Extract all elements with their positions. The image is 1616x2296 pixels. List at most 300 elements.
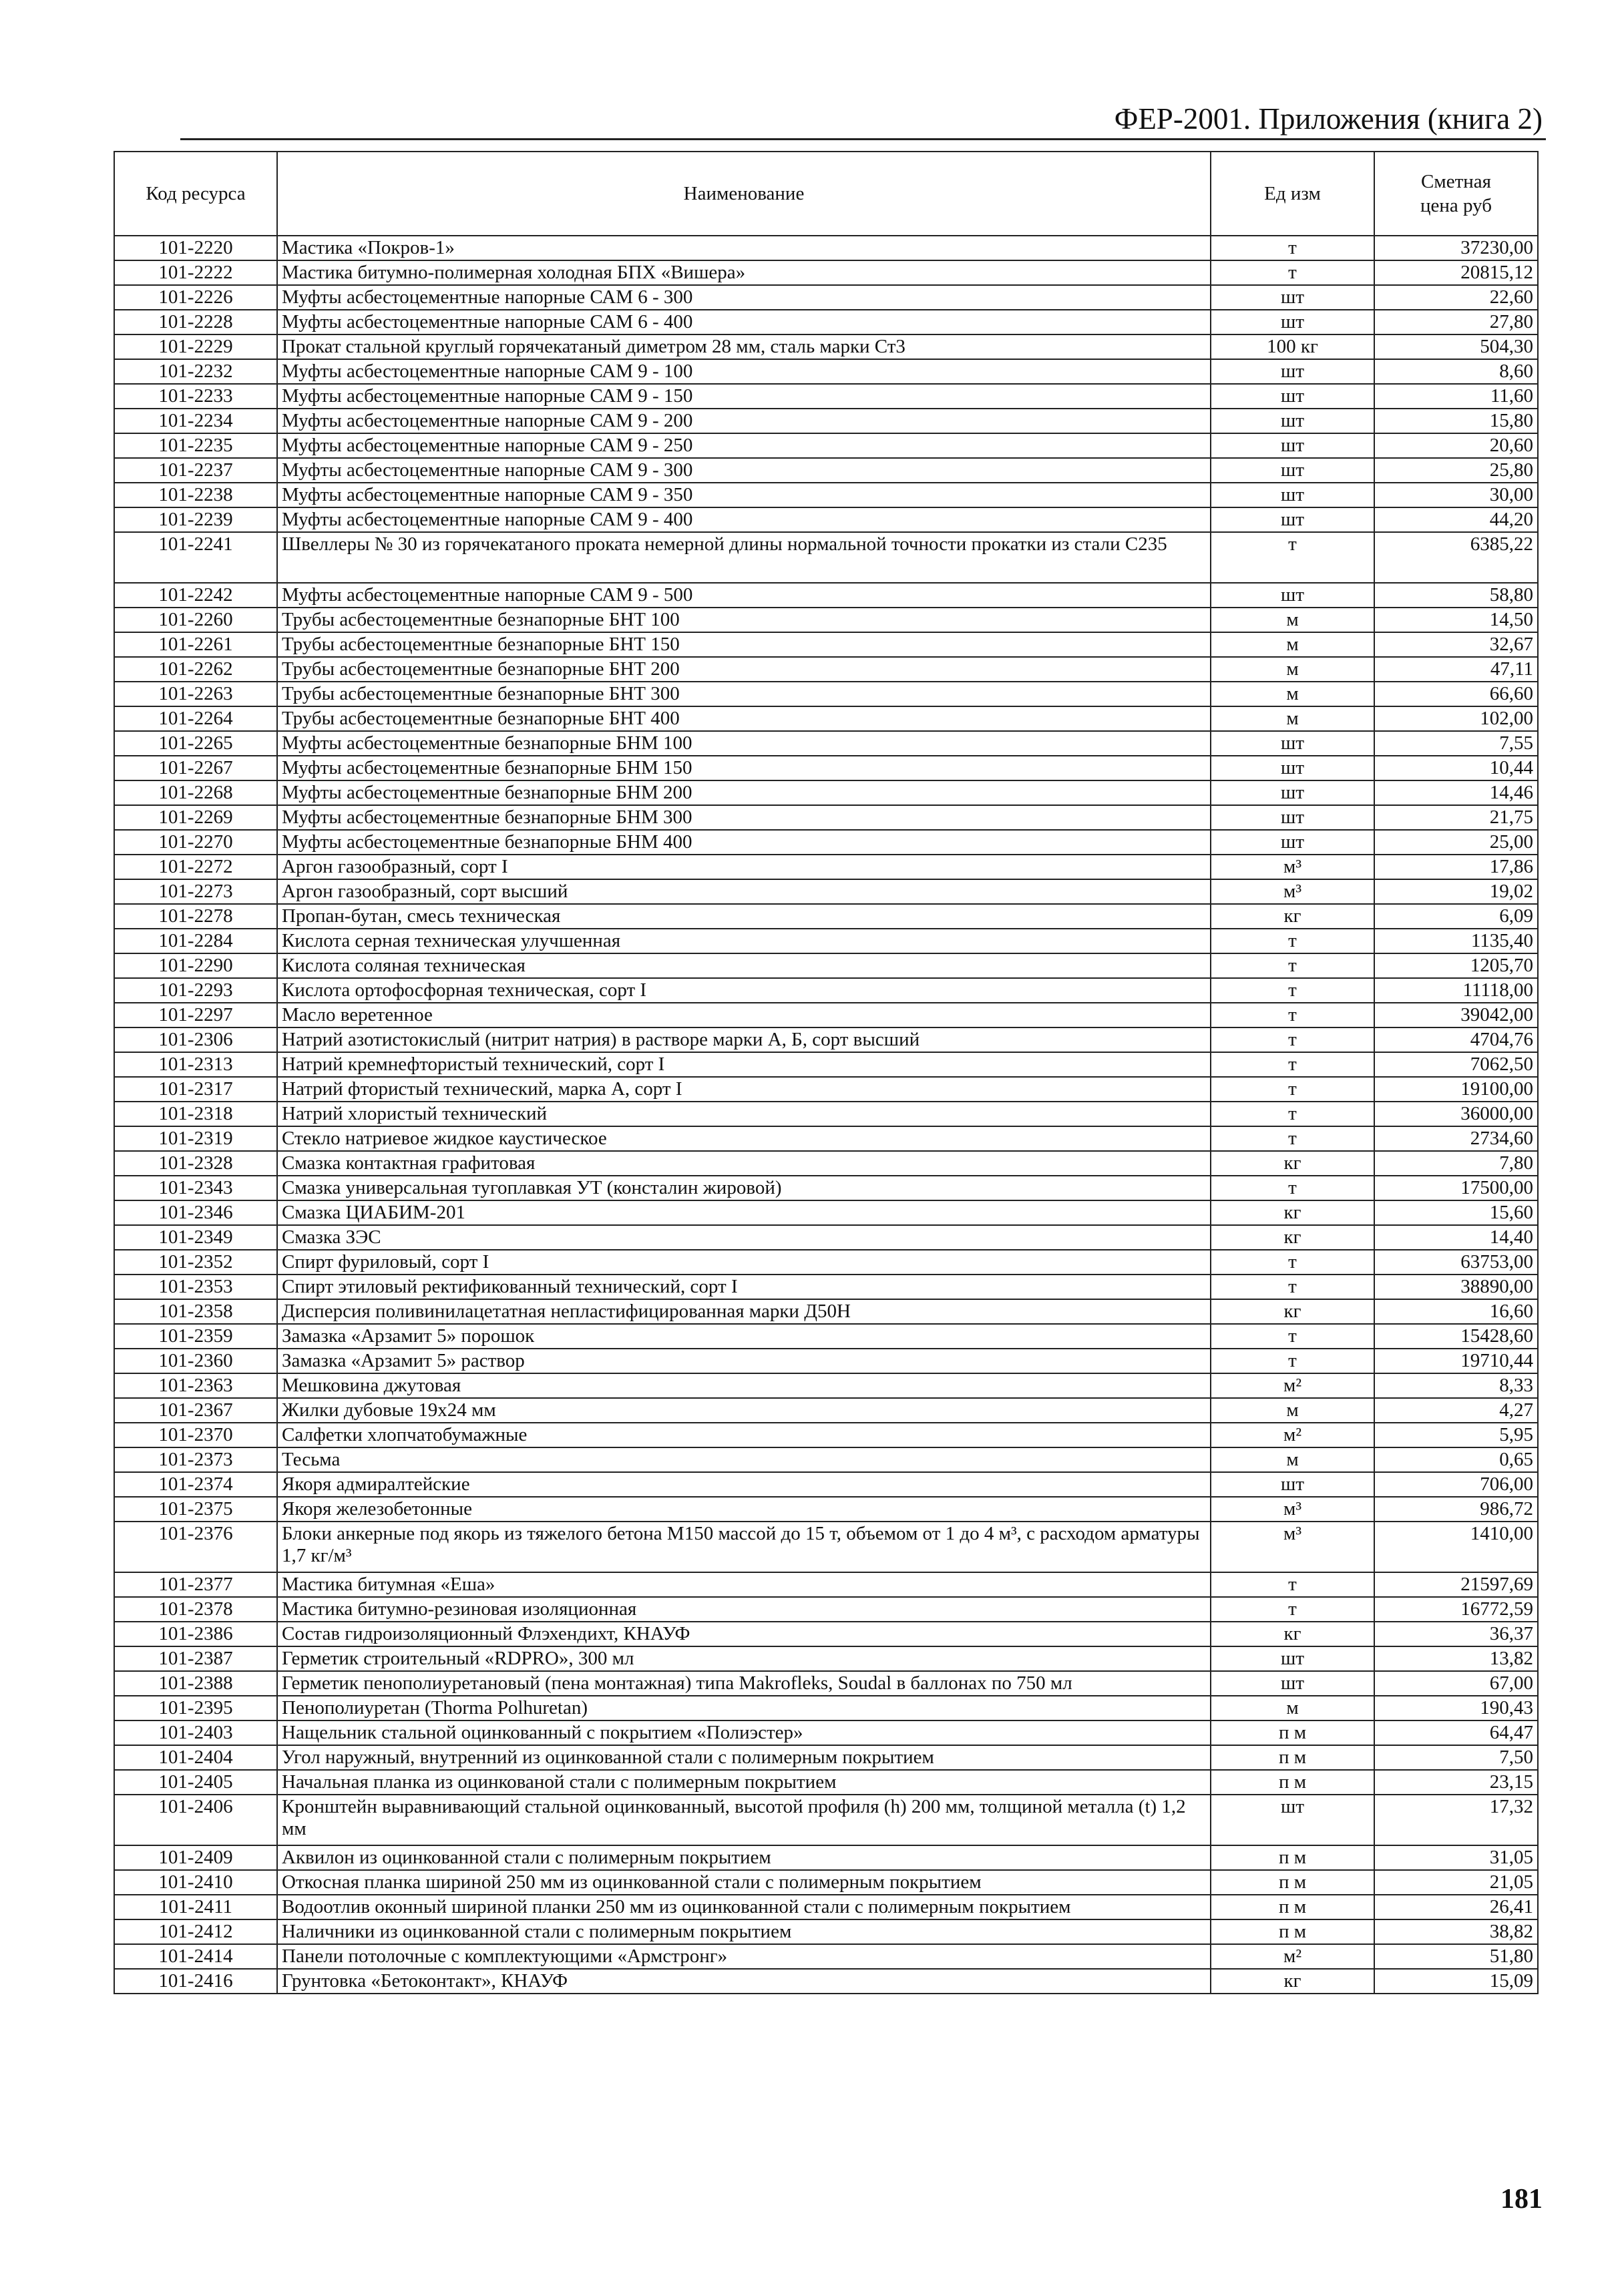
table-row	[114, 682, 1538, 706]
unit-cell: шт	[1211, 507, 1374, 532]
resource-code-cell: 101-2317	[114, 1077, 277, 1102]
resource-name-cell: Мастика битумно-полимерная холодная БПХ «Вишера»	[277, 260, 1211, 285]
price-cell: 1410,00	[1374, 1522, 1538, 1572]
table-row	[114, 1572, 1538, 1597]
table-row	[114, 1795, 1538, 1845]
unit-cell: м	[1211, 632, 1374, 657]
unit-cell: м	[1211, 1447, 1374, 1472]
price-cell: 19100,00	[1374, 1077, 1538, 1102]
resource-code-cell: 101-2411	[114, 1895, 277, 1919]
resource-code-cell: 101-2228	[114, 310, 277, 334]
resource-name-cell: Муфты асбестоцементные напорные САМ 9 - 350	[277, 483, 1211, 507]
resource-code-cell: 101-2238	[114, 483, 277, 507]
table-row	[114, 1052, 1538, 1077]
resource-code-cell: 101-2318	[114, 1102, 277, 1126]
resource-code-cell: 101-2284	[114, 929, 277, 953]
price-cell: 21,75	[1374, 805, 1538, 830]
unit-cell: шт	[1211, 805, 1374, 830]
resource-code-cell: 101-2242	[114, 583, 277, 608]
unit-cell: т	[1211, 1324, 1374, 1349]
unit-cell: м³	[1211, 855, 1374, 879]
resource-code-cell: 101-2404	[114, 1745, 277, 1770]
table-row	[114, 1373, 1538, 1398]
resource-name-cell: Аквилон из оцинкованной стали с полимерным покрытием	[277, 1845, 1211, 1870]
resource-name-cell: Кислота соляная техническая	[277, 953, 1211, 978]
unit-cell: м	[1211, 608, 1374, 632]
table-row	[114, 285, 1538, 310]
price-cell: 1135,40	[1374, 929, 1538, 953]
table-row	[114, 1250, 1538, 1275]
unit-cell: м³	[1211, 1497, 1374, 1522]
price-cell: 19,02	[1374, 879, 1538, 904]
unit-cell: шт	[1211, 359, 1374, 384]
price-cell: 16772,59	[1374, 1597, 1538, 1622]
resource-name-cell: Стекло натриевое жидкое каустическое	[277, 1126, 1211, 1151]
resource-code-cell: 101-2414	[114, 1944, 277, 1969]
price-cell: 8,33	[1374, 1373, 1538, 1398]
price-cell: 32,67	[1374, 632, 1538, 657]
price-cell: 14,46	[1374, 780, 1538, 805]
resource-code-cell: 101-2222	[114, 260, 277, 285]
unit-cell: т	[1211, 1250, 1374, 1275]
resource-code-cell: 101-2370	[114, 1423, 277, 1447]
table-row	[114, 1225, 1538, 1250]
price-cell: 26,41	[1374, 1895, 1538, 1919]
resource-name-cell: Мастика битумная «Еша»	[277, 1572, 1211, 1597]
resource-name-cell: Откосная планка шириной 250 мм из оцинкованной стали с полимерным покрытием	[277, 1870, 1211, 1895]
table-row	[114, 1299, 1538, 1324]
price-cell: 706,00	[1374, 1472, 1538, 1497]
page-number: 181	[1500, 2184, 1543, 2215]
unit-cell: т	[1211, 1349, 1374, 1373]
price-cell: 47,11	[1374, 657, 1538, 682]
table-row	[114, 1944, 1538, 1969]
table-row	[114, 855, 1538, 879]
resource-name-cell: Нащельник стальной оцинкованный с покрытием «Полиэстер»	[277, 1720, 1211, 1745]
resource-code-cell: 101-2265	[114, 731, 277, 756]
price-cell: 10,44	[1374, 756, 1538, 780]
resource-name-cell: Натрий хлористый технический	[277, 1102, 1211, 1126]
resource-code-cell: 101-2237	[114, 458, 277, 483]
resource-name-cell: Панели потолочные с комплектующими «Армстронг»	[277, 1944, 1211, 1969]
table-row	[114, 929, 1538, 953]
table-row	[114, 458, 1538, 483]
resource-name-cell: Салфетки хлопчатобумажные	[277, 1423, 1211, 1447]
price-cell: 1205,70	[1374, 953, 1538, 978]
unit-cell: м	[1211, 1696, 1374, 1720]
resource-name-cell: Муфты асбестоцементные напорные САМ 9 - 250	[277, 433, 1211, 458]
resource-name-cell: Смазка ЗЭС	[277, 1225, 1211, 1250]
table-row	[114, 1003, 1538, 1027]
resource-name-cell: Натрий фтористый технический, марка А, сорт I	[277, 1077, 1211, 1102]
price-cell: 19710,44	[1374, 1349, 1538, 1373]
unit-cell: т	[1211, 1027, 1374, 1052]
resource-code-cell: 101-2260	[114, 608, 277, 632]
unit-cell: кг	[1211, 1622, 1374, 1646]
unit-cell: шт	[1211, 1671, 1374, 1696]
table-header-row	[114, 152, 1538, 236]
resource-name-cell: Муфты асбестоцементные безнапорные БНМ 100	[277, 731, 1211, 756]
table-row	[114, 1349, 1538, 1373]
resource-name-cell: Якоря адмиралтейские	[277, 1472, 1211, 1497]
unit-cell: м²	[1211, 1423, 1374, 1447]
unit-cell: п м	[1211, 1919, 1374, 1944]
resource-name-cell: Муфты асбестоцементные напорные САМ 9 - 500	[277, 583, 1211, 608]
price-cell: 67,00	[1374, 1671, 1538, 1696]
resource-price-table	[114, 151, 1539, 1994]
table-row	[114, 1597, 1538, 1622]
price-cell: 31,05	[1374, 1845, 1538, 1870]
resource-name-cell: Состав гидроизоляционный Флэхендихт, КНАУФ	[277, 1622, 1211, 1646]
table-row	[114, 657, 1538, 682]
unit-cell: т	[1211, 1597, 1374, 1622]
table-row	[114, 1745, 1538, 1770]
resource-name-cell: Водоотлив оконный шириной планки 250 мм из оцинкованной стали с полимерным покрытием	[277, 1895, 1211, 1919]
unit-cell: шт	[1211, 830, 1374, 855]
resource-name-cell: Кислота ортофосфорная техническая, сорт I	[277, 978, 1211, 1003]
resource-code-cell: 101-2359	[114, 1324, 277, 1349]
table-row	[114, 1102, 1538, 1126]
price-cell: 15,09	[1374, 1969, 1538, 1994]
price-cell: 20,60	[1374, 433, 1538, 458]
resource-code-cell: 101-2367	[114, 1398, 277, 1423]
price-cell: 0,65	[1374, 1447, 1538, 1472]
table-row	[114, 583, 1538, 608]
resource-name-cell: Мастика «Покров-1»	[277, 236, 1211, 260]
resource-name-cell: Муфты асбестоцементные безнапорные БНМ 200	[277, 780, 1211, 805]
unit-cell: шт	[1211, 780, 1374, 805]
resource-code-cell: 101-2297	[114, 1003, 277, 1027]
resource-name-cell: Замазка «Арзамит 5» раствор	[277, 1349, 1211, 1373]
unit-cell: т	[1211, 236, 1374, 260]
unit-cell: т	[1211, 260, 1374, 285]
resource-code-cell: 101-2319	[114, 1126, 277, 1151]
unit-cell: т	[1211, 1052, 1374, 1077]
resource-name-cell: Муфты асбестоцементные безнапорные БНМ 300	[277, 805, 1211, 830]
resource-name-cell: Прокат стальной круглый горячекатаный диметром 28 мм, сталь марки Ст3	[277, 334, 1211, 359]
table-row	[114, 756, 1538, 780]
unit-cell: м	[1211, 682, 1374, 706]
unit-cell: т	[1211, 929, 1374, 953]
price-cell: 38890,00	[1374, 1275, 1538, 1299]
unit-cell: п м	[1211, 1745, 1374, 1770]
price-cell: 39042,00	[1374, 1003, 1538, 1027]
price-cell: 986,72	[1374, 1497, 1538, 1522]
resource-code-cell: 101-2232	[114, 359, 277, 384]
unit-cell: м³	[1211, 879, 1374, 904]
resource-name-cell: Трубы асбестоцементные безнапорные БНТ 200	[277, 657, 1211, 682]
table-row	[114, 1176, 1538, 1200]
table-row	[114, 953, 1538, 978]
resource-code-cell: 101-2410	[114, 1870, 277, 1895]
column-header-name: Наименование	[277, 152, 1211, 236]
table-row	[114, 1126, 1538, 1151]
unit-cell: шт	[1211, 458, 1374, 483]
resource-name-cell: Трубы асбестоцементные безнапорные БНТ 150	[277, 632, 1211, 657]
unit-cell: т	[1211, 1176, 1374, 1200]
resource-name-cell: Якоря железобетонные	[277, 1497, 1211, 1522]
resource-code-cell: 101-2346	[114, 1200, 277, 1225]
table-row	[114, 507, 1538, 532]
resource-code-cell: 101-2272	[114, 855, 277, 879]
price-cell: 7,50	[1374, 1745, 1538, 1770]
resource-code-cell: 101-2261	[114, 632, 277, 657]
table-row	[114, 1720, 1538, 1745]
unit-cell: шт	[1211, 756, 1374, 780]
resource-code-cell: 101-2406	[114, 1795, 277, 1845]
unit-cell: м	[1211, 657, 1374, 682]
table-row	[114, 1398, 1538, 1423]
resource-name-cell: Смазка контактная графитовая	[277, 1151, 1211, 1176]
resource-code-cell: 101-2262	[114, 657, 277, 682]
resource-name-cell: Муфты асбестоцементные безнапорные БНМ 150	[277, 756, 1211, 780]
unit-cell: кг	[1211, 904, 1374, 929]
table-row	[114, 879, 1538, 904]
price-cell: 15,60	[1374, 1200, 1538, 1225]
price-cell: 17500,00	[1374, 1176, 1538, 1200]
price-cell: 8,60	[1374, 359, 1538, 384]
unit-cell: т	[1211, 1275, 1374, 1299]
unit-cell: т	[1211, 532, 1374, 583]
unit-cell: шт	[1211, 731, 1374, 756]
table-row	[114, 1447, 1538, 1472]
table-row	[114, 1472, 1538, 1497]
unit-cell: шт	[1211, 285, 1374, 310]
resource-name-cell: Муфты асбестоцементные напорные САМ 9 - 150	[277, 384, 1211, 409]
resource-code-cell: 101-2263	[114, 682, 277, 706]
unit-cell: м³	[1211, 1522, 1374, 1572]
resource-name-cell: Муфты асбестоцементные напорные САМ 9 - 200	[277, 409, 1211, 433]
resource-code-cell: 101-2376	[114, 1522, 277, 1572]
resource-code-cell: 101-2278	[114, 904, 277, 929]
resource-name-cell: Замазка «Арзамит 5» порошок	[277, 1324, 1211, 1349]
resource-code-cell: 101-2234	[114, 409, 277, 433]
resource-code-cell: 101-2270	[114, 830, 277, 855]
resource-name-cell: Начальная планка из оцинкованой стали с полимерным покрытием	[277, 1770, 1211, 1795]
table-row	[114, 608, 1538, 632]
resource-code-cell: 101-2360	[114, 1349, 277, 1373]
unit-cell: т	[1211, 1126, 1374, 1151]
resource-code-cell: 101-2328	[114, 1151, 277, 1176]
price-cell: 7062,50	[1374, 1052, 1538, 1077]
resource-code-cell: 101-2268	[114, 780, 277, 805]
resource-name-cell: Спирт фуриловый, сорт I	[277, 1250, 1211, 1275]
unit-cell: шт	[1211, 384, 1374, 409]
unit-cell: м²	[1211, 1944, 1374, 1969]
resource-name-cell: Муфты асбестоцементные напорные САМ 9 - 400	[277, 507, 1211, 532]
resource-code-cell: 101-2233	[114, 384, 277, 409]
table-row	[114, 1622, 1538, 1646]
resource-name-cell: Муфты асбестоцементные напорные САМ 6 - 400	[277, 310, 1211, 334]
unit-cell: шт	[1211, 483, 1374, 507]
resource-name-cell: Тесьма	[277, 1447, 1211, 1472]
table-row	[114, 1497, 1538, 1522]
resource-code-cell: 101-2273	[114, 879, 277, 904]
table-row	[114, 1275, 1538, 1299]
unit-cell: т	[1211, 953, 1374, 978]
unit-cell: шт	[1211, 583, 1374, 608]
price-cell: 15428,60	[1374, 1324, 1538, 1349]
price-cell: 7,80	[1374, 1151, 1538, 1176]
table-row	[114, 1671, 1538, 1696]
table-row	[114, 433, 1538, 458]
table-row	[114, 1200, 1538, 1225]
table-row	[114, 1077, 1538, 1102]
resource-name-cell: Натрий азотистокислый (нитрит натрия) в растворе марки А, Б, сорт высший	[277, 1027, 1211, 1052]
table-row	[114, 1027, 1538, 1052]
resource-name-cell: Масло веретенное	[277, 1003, 1211, 1027]
price-cell: 190,43	[1374, 1696, 1538, 1720]
column-header-code: Код ресурса	[114, 152, 277, 236]
table-row	[114, 384, 1538, 409]
resource-name-cell: Мешковина джутовая	[277, 1373, 1211, 1398]
price-cell: 11,60	[1374, 384, 1538, 409]
unit-cell: шт	[1211, 433, 1374, 458]
unit-cell: 100 кг	[1211, 334, 1374, 359]
table-row	[114, 310, 1538, 334]
resource-code-cell: 101-2239	[114, 507, 277, 532]
resource-code-cell: 101-2377	[114, 1572, 277, 1597]
resource-name-cell: Трубы асбестоцементные безнапорные БНТ 400	[277, 706, 1211, 731]
table-row	[114, 260, 1538, 285]
price-cell: 23,15	[1374, 1770, 1538, 1795]
table-row	[114, 359, 1538, 384]
price-cell: 17,32	[1374, 1795, 1538, 1845]
resource-name-cell: Пенополиуретан (Thorma Polhuretan)	[277, 1696, 1211, 1720]
header-rule	[180, 138, 1546, 140]
resource-code-cell: 101-2412	[114, 1919, 277, 1944]
resource-name-cell: Угол наружный, внутренний из оцинкованной стали с полимерным покрытием	[277, 1745, 1211, 1770]
resource-code-cell: 101-2374	[114, 1472, 277, 1497]
resource-name-cell: Муфты асбестоцементные безнапорные БНМ 400	[277, 830, 1211, 855]
column-header-price: Сметная цена руб	[1374, 152, 1538, 236]
unit-cell: шт	[1211, 1472, 1374, 1497]
resource-code-cell: 101-2363	[114, 1373, 277, 1398]
unit-cell: п м	[1211, 1720, 1374, 1745]
resource-name-cell: Мастика битумно-резиновая изоляционная	[277, 1597, 1211, 1622]
resource-code-cell: 101-2405	[114, 1770, 277, 1795]
unit-cell: кг	[1211, 1200, 1374, 1225]
table-row	[114, 1870, 1538, 1895]
resource-code-cell: 101-2387	[114, 1646, 277, 1671]
price-cell: 2734,60	[1374, 1126, 1538, 1151]
price-cell: 58,80	[1374, 583, 1538, 608]
resource-name-cell: Дисперсия поливинилацетатная непластифицированная марки Д50Н	[277, 1299, 1211, 1324]
resource-name-cell: Грунтовка «Бетоконтакт», КНАУФ	[277, 1969, 1211, 1994]
resource-name-cell: Пропан-бутан, смесь техническая	[277, 904, 1211, 929]
table-row	[114, 805, 1538, 830]
unit-cell: м	[1211, 706, 1374, 731]
unit-cell: т	[1211, 1572, 1374, 1597]
unit-cell: кг	[1211, 1225, 1374, 1250]
resource-name-cell: Герметик строительный «RDPRO», 300 мл	[277, 1646, 1211, 1671]
price-cell: 27,80	[1374, 310, 1538, 334]
resource-name-cell: Трубы асбестоцементные безнапорные БНТ 300	[277, 682, 1211, 706]
table-row	[114, 483, 1538, 507]
table-row	[114, 1423, 1538, 1447]
resource-code-cell: 101-2375	[114, 1497, 277, 1522]
resource-code-cell: 101-2235	[114, 433, 277, 458]
resource-code-cell: 101-2349	[114, 1225, 277, 1250]
resource-code-cell: 101-2226	[114, 285, 277, 310]
resource-code-cell: 101-2409	[114, 1845, 277, 1870]
price-cell: 36,37	[1374, 1622, 1538, 1646]
table-row	[114, 1770, 1538, 1795]
table-row	[114, 236, 1538, 260]
price-cell: 30,00	[1374, 483, 1538, 507]
table-row	[114, 1696, 1538, 1720]
table-row	[114, 706, 1538, 731]
resource-code-cell: 101-2313	[114, 1052, 277, 1077]
resource-name-cell: Швеллеры № 30 из горячекатаного проката немерной длины нормальной точности прокатки из стали С235	[277, 532, 1211, 583]
unit-cell: кг	[1211, 1299, 1374, 1324]
resource-name-cell: Муфты асбестоцементные напорные САМ 9 - 300	[277, 458, 1211, 483]
price-cell: 15,80	[1374, 409, 1538, 433]
price-cell: 66,60	[1374, 682, 1538, 706]
price-cell: 5,95	[1374, 1423, 1538, 1447]
table-row	[114, 1919, 1538, 1944]
resource-code-cell: 101-2264	[114, 706, 277, 731]
resource-name-cell: Аргон газообразный, сорт I	[277, 855, 1211, 879]
resource-name-cell: Муфты асбестоцементные напорные САМ 6 - 300	[277, 285, 1211, 310]
price-cell: 4704,76	[1374, 1027, 1538, 1052]
resource-code-cell: 101-2353	[114, 1275, 277, 1299]
table-row	[114, 830, 1538, 855]
resource-code-cell: 101-2378	[114, 1597, 277, 1622]
resource-code-cell: 101-2269	[114, 805, 277, 830]
unit-cell: кг	[1211, 1969, 1374, 1994]
table-row	[114, 632, 1538, 657]
resource-name-cell: Натрий кремнефтористый технический, сорт I	[277, 1052, 1211, 1077]
price-cell: 16,60	[1374, 1299, 1538, 1324]
price-cell: 36000,00	[1374, 1102, 1538, 1126]
price-cell: 20815,12	[1374, 260, 1538, 285]
resource-name-cell: Аргон газообразный, сорт высший	[277, 879, 1211, 904]
resource-name-cell: Блоки анкерные под якорь из тяжелого бетона М150 массой до 15 т, объемом от 1 до 4 м³, с расходом арматуры 1,7 кг/м³	[277, 1522, 1211, 1572]
resource-name-cell: Смазка ЦИАБИМ-201	[277, 1200, 1211, 1225]
price-cell: 51,80	[1374, 1944, 1538, 1969]
unit-cell: п м	[1211, 1845, 1374, 1870]
price-cell: 25,00	[1374, 830, 1538, 855]
table-row	[114, 1895, 1538, 1919]
resource-name-cell: Спирт этиловый ректификованный технический, сорт I	[277, 1275, 1211, 1299]
table-row	[114, 532, 1538, 583]
resource-code-cell: 101-2241	[114, 532, 277, 583]
unit-cell: м²	[1211, 1373, 1374, 1398]
resource-code-cell: 101-2290	[114, 953, 277, 978]
price-cell: 64,47	[1374, 1720, 1538, 1745]
resource-name-cell: Жилки дубовые 19x24 мм	[277, 1398, 1211, 1423]
table-row	[114, 731, 1538, 756]
price-cell: 21,05	[1374, 1870, 1538, 1895]
price-cell: 102,00	[1374, 706, 1538, 731]
table-row	[114, 978, 1538, 1003]
resource-code-cell: 101-2403	[114, 1720, 277, 1745]
price-cell: 6385,22	[1374, 532, 1538, 583]
resource-name-cell: Наличники из оцинкованной стали с полимерным покрытием	[277, 1919, 1211, 1944]
resource-name-cell: Смазка универсальная тугоплавкая УТ (консталин жировой)	[277, 1176, 1211, 1200]
resource-code-cell: 101-2395	[114, 1696, 277, 1720]
resource-code-cell: 101-2416	[114, 1969, 277, 1994]
resource-code-cell: 101-2220	[114, 236, 277, 260]
unit-cell: шт	[1211, 310, 1374, 334]
price-cell: 4,27	[1374, 1398, 1538, 1423]
table-row	[114, 904, 1538, 929]
resource-code-cell: 101-2352	[114, 1250, 277, 1275]
price-cell: 7,55	[1374, 731, 1538, 756]
price-cell: 14,40	[1374, 1225, 1538, 1250]
unit-cell: т	[1211, 1102, 1374, 1126]
